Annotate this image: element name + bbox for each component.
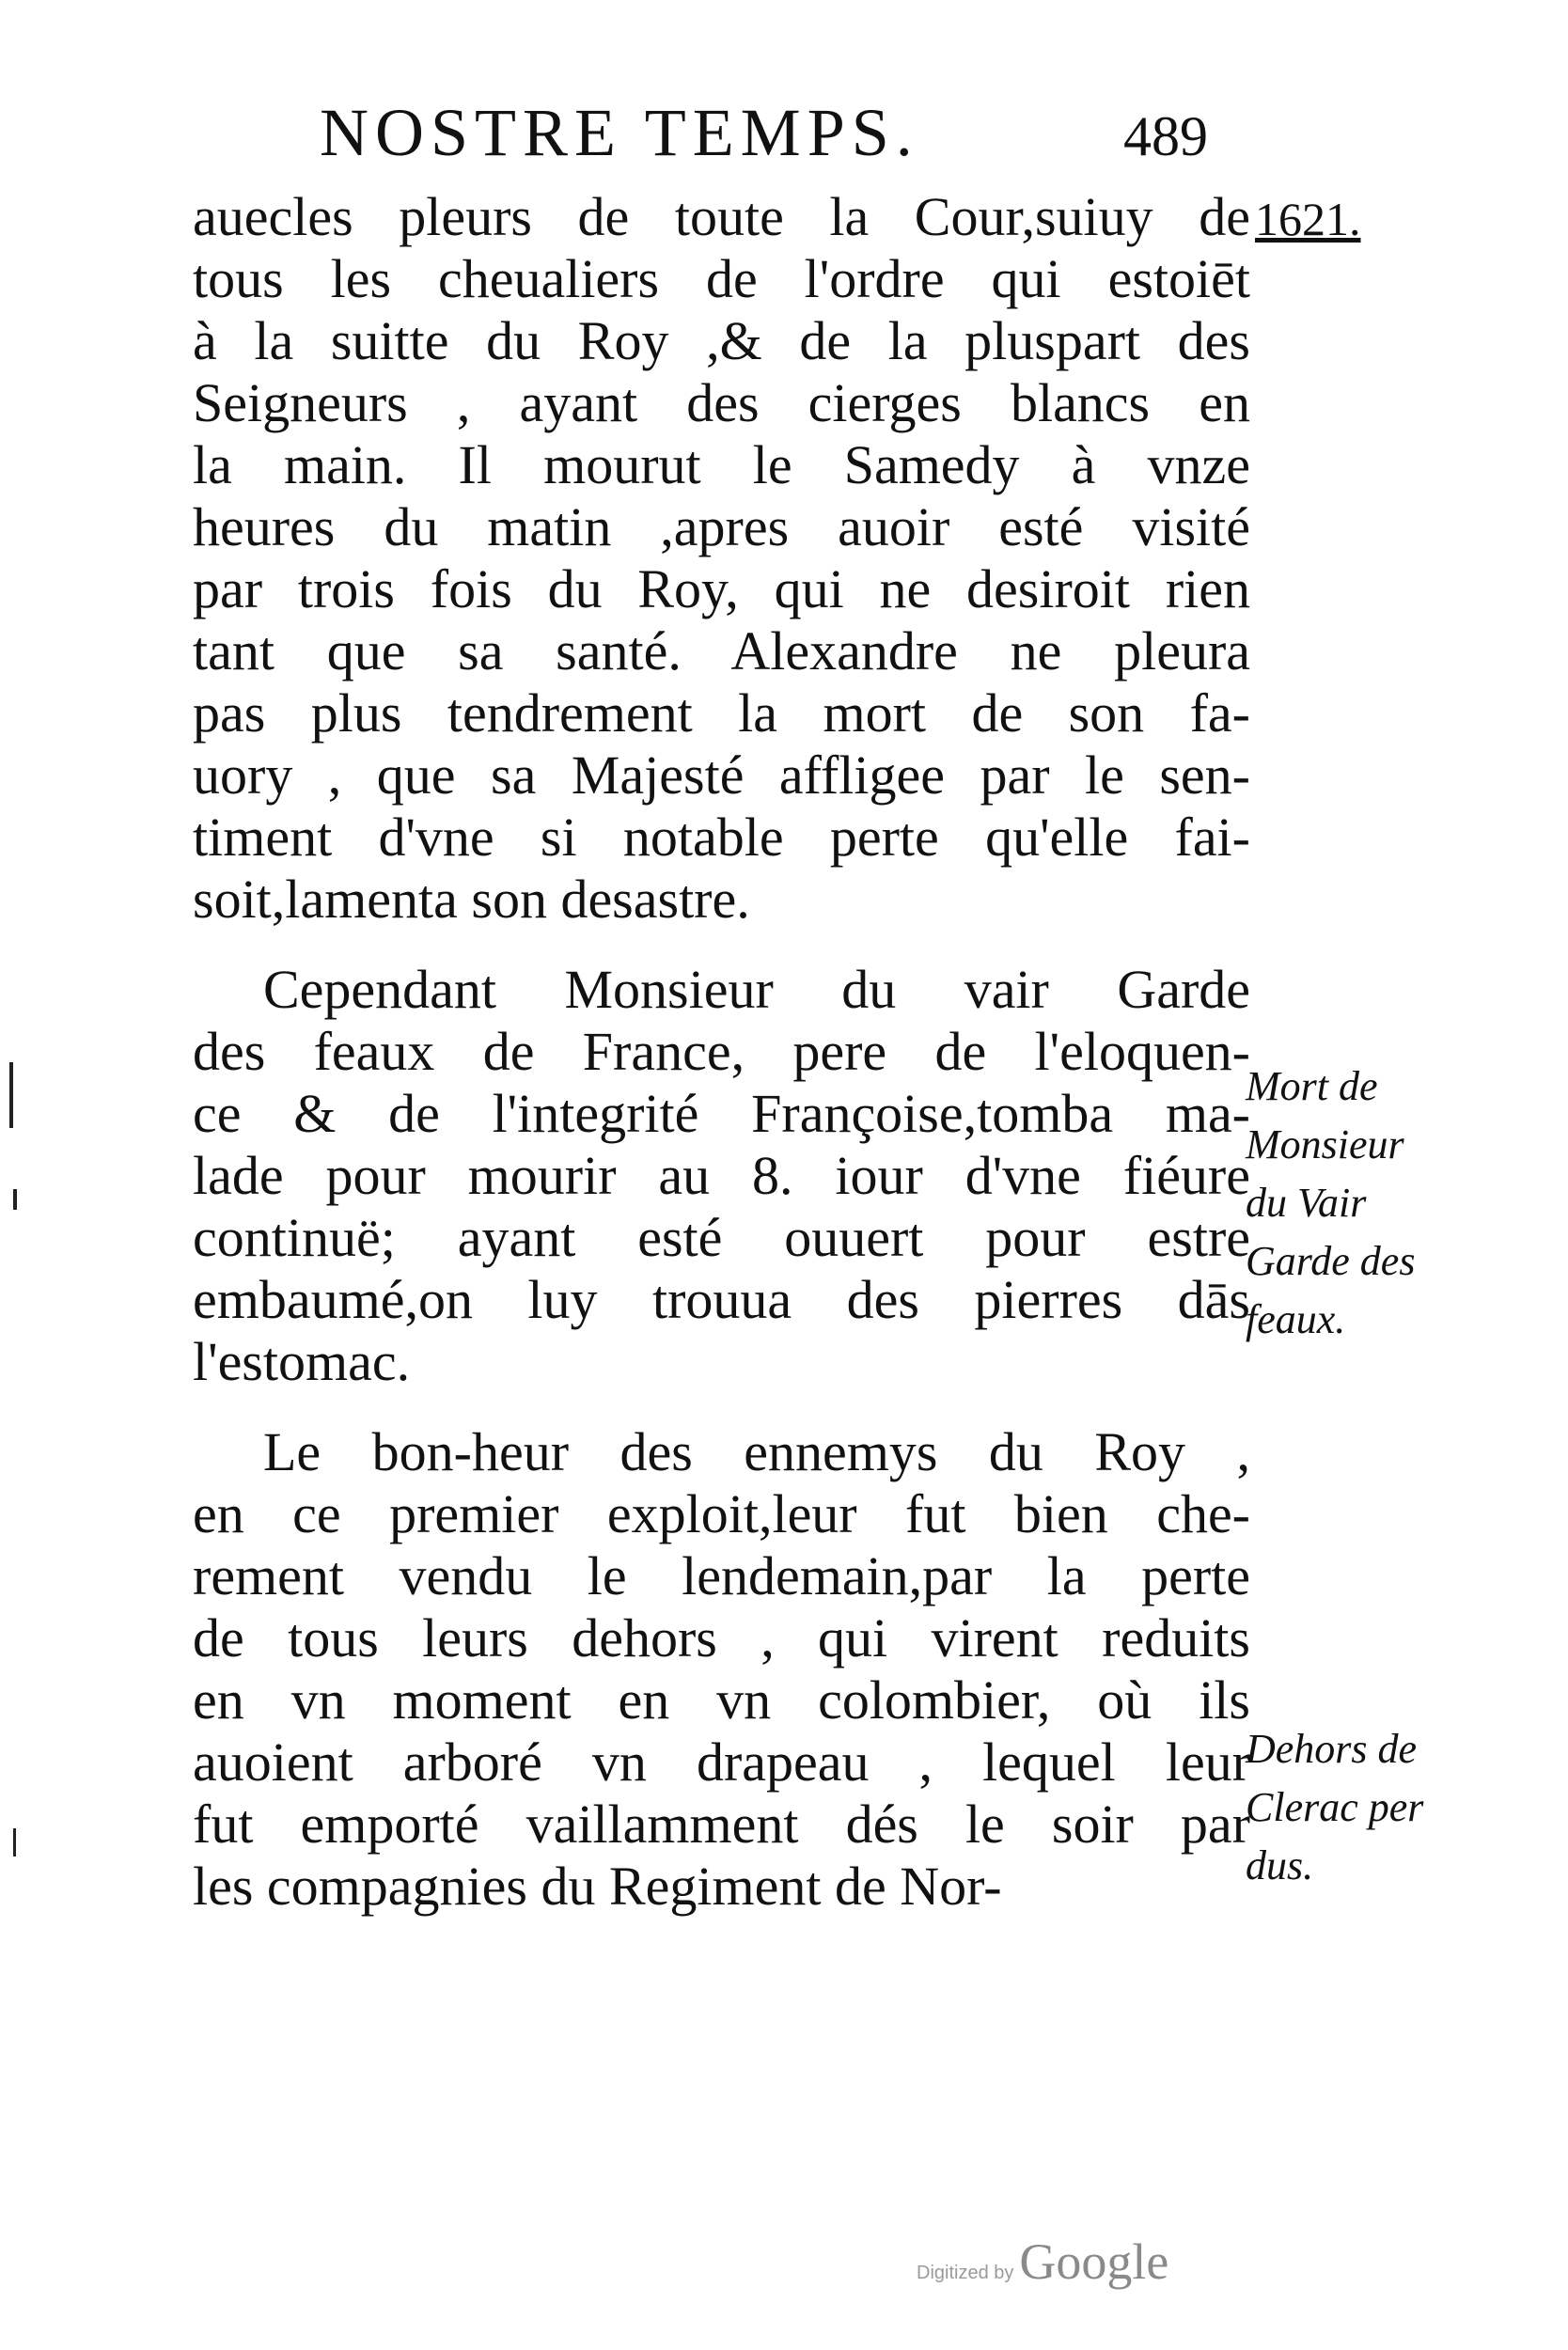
paragraph-du-vair xyxy=(193,959,1250,1393)
text-line: pas plus tendrement la mort de son fa- xyxy=(193,682,1250,744)
paragraph-clerac xyxy=(193,1421,1250,1918)
text-line: uory , que sa Majesté affligee par le sen- xyxy=(193,744,1250,806)
margin-note-line: Clerac per xyxy=(1246,1784,1424,1830)
margin-note-line: Garde des xyxy=(1246,1238,1416,1284)
margin-note-line: dus. xyxy=(1246,1842,1314,1888)
text-line: en ce premier exploit,leur fut bien che- xyxy=(193,1483,1250,1544)
text-line: la main. Il mourut le Samedy à vnze xyxy=(193,434,1250,495)
text-line: auoient arboré vn drapeau , lequel leur xyxy=(193,1731,1250,1793)
margin-note-line: du Vair xyxy=(1246,1180,1367,1226)
page-number: 489 xyxy=(1123,105,1208,167)
text-line: Seigneurs , ayant des cierges blancs en xyxy=(193,372,1250,433)
text-line: ce & de l'integrité Françoise,tomba ma- xyxy=(193,1083,1250,1144)
margin-note-line: Mort de xyxy=(1246,1063,1378,1109)
text-line: timent d'vne si notable perte qu'elle fai- xyxy=(193,807,1250,868)
scan-mark xyxy=(9,1062,13,1128)
google-logo: Google xyxy=(1019,2233,1169,2290)
text-line: à la suitte du Roy ,& de la pluspart des xyxy=(193,310,1250,371)
text-line: embaumé,on luy trouua des pierres dās xyxy=(193,1269,1250,1330)
text-line: tous les cheualiers de l'ordre qui estoiēt xyxy=(193,248,1250,309)
text-line: tant que sa santé. Alexandre ne pleura xyxy=(193,620,1250,682)
text-line: rement vendu le lendemain,par la perte xyxy=(193,1545,1250,1606)
body-text xyxy=(193,186,1250,1918)
scan-mark xyxy=(13,1828,16,1856)
text-line: soit,lamenta son desastre. xyxy=(193,869,750,930)
digitized-by-label: Digitized by xyxy=(917,2263,1014,2283)
year-margin-note: 1621. xyxy=(1255,193,1361,245)
digitized-watermark xyxy=(917,2232,1168,2291)
text-line: par trois fois du Roy, qui ne desiroit rien xyxy=(193,558,1250,619)
margin-note-mort-du-vair xyxy=(1246,1058,1448,1349)
text-line: les compagnies du Regiment de Nor- xyxy=(193,1856,1002,1917)
margin-note-dehors-clerac xyxy=(1246,1720,1448,1895)
text-line: l'estomac. xyxy=(193,1331,411,1392)
text-line: de tous leurs dehors , qui virent reduits xyxy=(193,1607,1250,1668)
text-line: heures du matin ,apres auoir esté visité xyxy=(193,496,1250,557)
margin-note-line: Monsieur xyxy=(1246,1121,1404,1167)
running-title: NOSTRE TEMPS. xyxy=(320,95,919,170)
text-line: fut emporté vaillamment dés le soir par xyxy=(193,1794,1250,1855)
text-line: continuë; ayant esté ouuert pour estre xyxy=(193,1207,1250,1268)
text-line: en vn moment en vn colombier, où ils xyxy=(193,1669,1250,1731)
paragraph-funeral xyxy=(193,186,1250,931)
scan-mark xyxy=(13,1189,17,1210)
text-line: auecles pleurs de toute la Cour,suiuy de xyxy=(193,186,1250,247)
text-line: des feaux de France, pere de l'eloquen- xyxy=(193,1021,1250,1082)
margin-note-line: Dehors de xyxy=(1246,1726,1418,1772)
text-line: Cependant Monsieur du vair Garde xyxy=(263,959,1250,1020)
margin-note-line: feaux. xyxy=(1246,1296,1346,1342)
text-line: Le bon-heur des ennemys du Roy , xyxy=(263,1421,1250,1482)
text-line: lade pour mourir au 8. iour d'vne fiéure xyxy=(193,1145,1250,1206)
